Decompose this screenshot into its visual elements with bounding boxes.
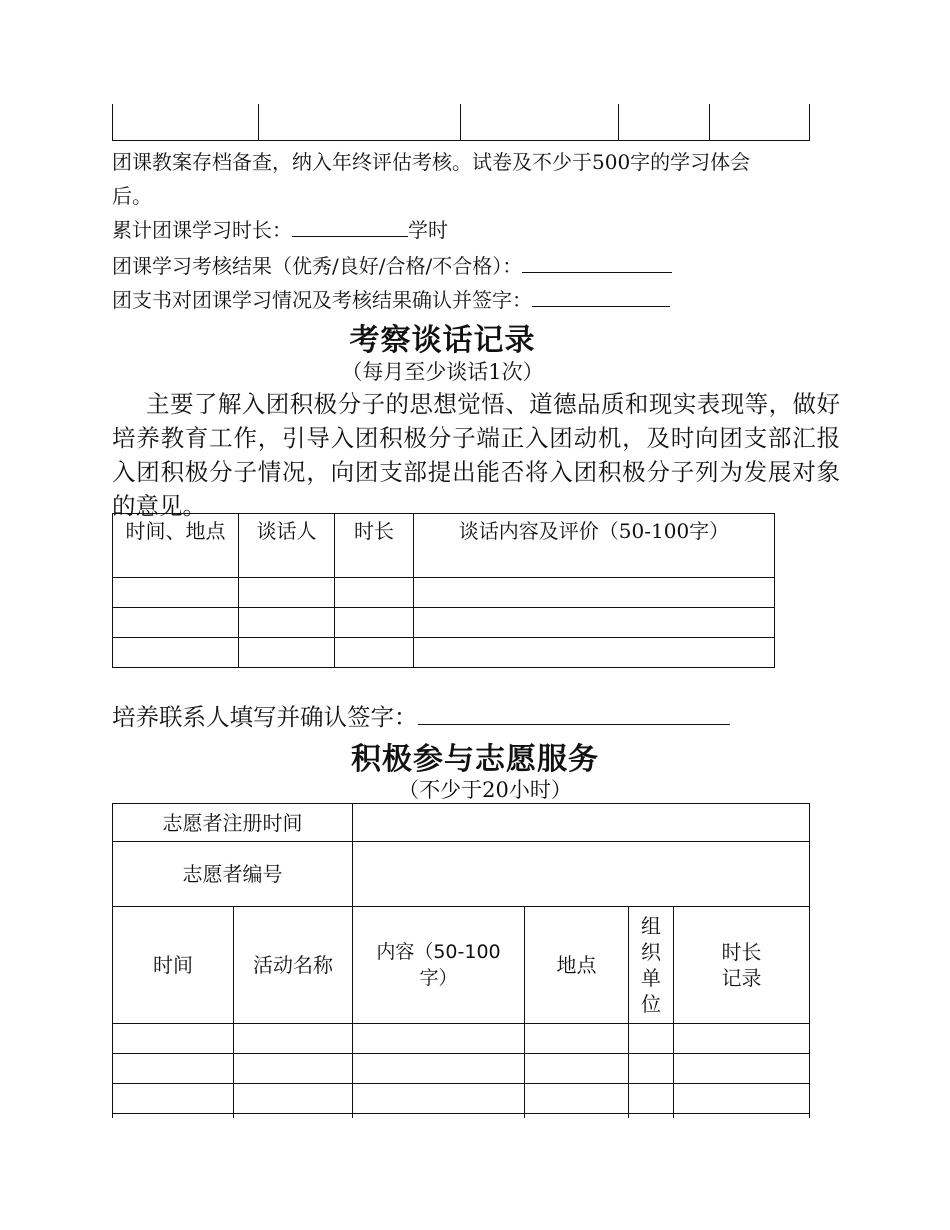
table-cell [629, 1114, 674, 1118]
table-cell[interactable] [239, 638, 335, 668]
secretary-sign-blank[interactable] [532, 306, 670, 307]
table-row [113, 1054, 810, 1084]
table-cell [113, 1114, 234, 1118]
previous-table-fragment [112, 104, 810, 141]
mentor-sign-blank[interactable] [418, 724, 730, 725]
col-header-time: 时间 [113, 907, 234, 1024]
interview-description: 主要了解入团积极分子的思想觉悟、道德品质和现实表现等，做好培养教育工作，引导入团积极分子端正入团动机，及时向团支部汇报入团积极分子情况，向团支部提出能否将入团积极分子列为发展对象的意见。 [112, 390, 840, 520]
table-cell[interactable] [234, 1054, 353, 1084]
volunteer-id-label: 志愿者编号 [113, 842, 353, 907]
table-row [113, 1084, 810, 1114]
table-cell[interactable] [113, 578, 239, 608]
table-cell [353, 1114, 525, 1118]
table-cell[interactable] [335, 638, 414, 668]
fragment-cell [461, 104, 619, 141]
table-cell[interactable] [113, 1054, 234, 1084]
table-cell[interactable] [629, 1024, 674, 1054]
volunteer-id-row [113, 842, 810, 907]
volunteer-header-row [113, 907, 810, 1024]
table-cell[interactable] [113, 608, 239, 638]
volunteer-subtitle: （不少于20小时） [398, 778, 572, 802]
col-header-organizer: 组织单位 [629, 907, 674, 1024]
table-row [113, 578, 775, 608]
exam-result-line [112, 249, 672, 283]
study-hours-label: 累计团课学习时长： [112, 218, 292, 242]
table-row-cut [113, 1114, 810, 1118]
volunteer-title: 积极参与志愿服务 [351, 742, 599, 777]
exam-result-label: 团课学习考核结果（优秀/良好/合格/不合格）： [112, 254, 523, 278]
col-header-hours: 时长记录 [674, 907, 810, 1024]
col-header-time-place: 时间、地点 [113, 514, 239, 578]
table-cell[interactable] [234, 1084, 353, 1114]
interview-header-row [113, 514, 775, 578]
table-cell [525, 1114, 629, 1118]
study-hours-unit: 学时 [408, 218, 448, 242]
table-cell[interactable] [525, 1054, 629, 1084]
table-cell[interactable] [414, 578, 775, 608]
table-cell[interactable] [414, 638, 775, 668]
col-header-content: 内容（50-100字） [353, 907, 525, 1024]
table-cell[interactable] [335, 578, 414, 608]
table-cell[interactable] [239, 608, 335, 638]
register-time-label: 志愿者注册时间 [113, 804, 353, 842]
col-header-interviewer: 谈话人 [239, 514, 335, 578]
table-cell[interactable] [525, 1024, 629, 1054]
register-time-value[interactable] [353, 804, 810, 842]
table-cell[interactable] [629, 1054, 674, 1084]
table-cell[interactable] [335, 608, 414, 638]
mentor-sign-label: 培养联系人填写并确认签字： [112, 703, 418, 731]
volunteer-id-value[interactable] [353, 842, 810, 907]
table-row [113, 1024, 810, 1054]
table-cell[interactable] [353, 1054, 525, 1084]
interview-subtitle: （每月至少谈话1次） [341, 360, 544, 384]
table-cell[interactable] [674, 1054, 810, 1084]
table-cell[interactable] [414, 608, 775, 638]
secretary-sign-line [112, 283, 670, 317]
table-cell[interactable] [525, 1084, 629, 1114]
table-cell[interactable] [353, 1024, 525, 1054]
col-header-duration: 时长 [335, 514, 414, 578]
table-cell[interactable] [113, 638, 239, 668]
table-cell[interactable] [674, 1084, 810, 1114]
table-cell[interactable] [353, 1084, 525, 1114]
archive-note-line1: 团课教案存档备查，纳入年终评估考核。试卷及不少于500字的学习体会 [112, 150, 751, 174]
col-header-location: 地点 [525, 907, 629, 1024]
archive-note-line2: 后。 [112, 184, 152, 208]
table-cell [234, 1114, 353, 1118]
table-cell[interactable] [239, 578, 335, 608]
table-row [113, 638, 775, 668]
fragment-cell [710, 104, 810, 141]
table-row [113, 608, 775, 638]
col-header-content: 谈话内容及评价（50-100字） [414, 514, 775, 578]
table-cell [674, 1114, 810, 1118]
table-cell[interactable] [113, 1084, 234, 1114]
exam-result-blank[interactable] [522, 272, 672, 273]
table-cell[interactable] [674, 1024, 810, 1054]
table-cell[interactable] [113, 1024, 234, 1054]
col-header-activity: 活动名称 [234, 907, 353, 1024]
fragment-cell [619, 104, 710, 141]
mentor-sign-line [112, 698, 730, 732]
volunteer-table [112, 803, 810, 1118]
table-cell[interactable] [234, 1024, 353, 1054]
fragment-cell [259, 104, 461, 141]
interview-table [112, 513, 775, 668]
interview-title: 考察谈话记录 [349, 323, 536, 358]
fragment-cell [113, 104, 259, 141]
secretary-sign-label: 团支书对团课学习情况及考核结果确认并签字： [112, 288, 532, 312]
study-hours-blank[interactable] [292, 236, 408, 237]
table-cell[interactable] [629, 1084, 674, 1114]
study-hours-line [112, 213, 448, 247]
register-time-row [113, 804, 810, 842]
